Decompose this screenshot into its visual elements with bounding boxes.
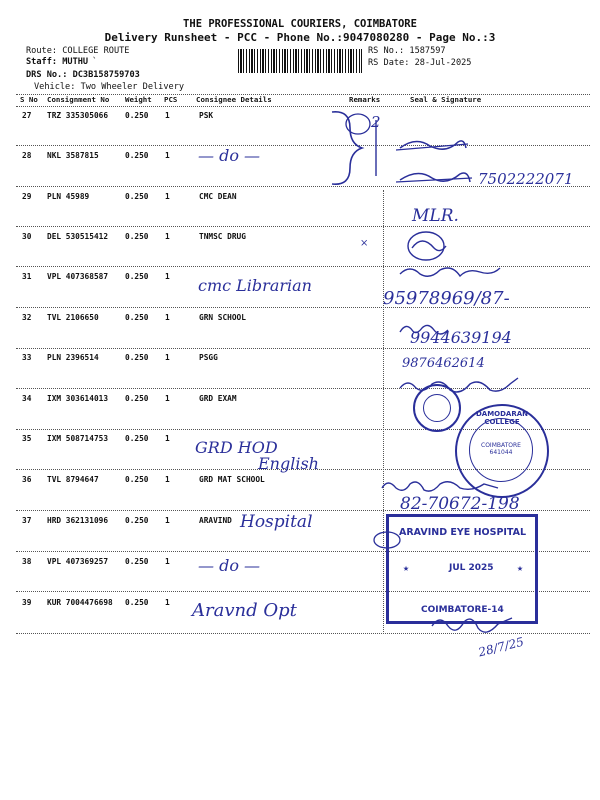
college-stamp-inner-text: COIMBATORE 641044 — [481, 442, 521, 456]
phone-row36: 82-70672-198 — [400, 494, 520, 514]
row-consignee: ARAVIND — [199, 516, 232, 525]
star-icon: ★ — [403, 563, 410, 574]
row-consignment: TVL 8794647 — [47, 475, 99, 484]
drs-number: DRS No.: DC3B158759703 — [26, 70, 140, 80]
row-pcs: 1 — [165, 151, 170, 160]
row-sno: 34 — [22, 394, 32, 403]
row-pcs: 1 — [165, 111, 170, 120]
row-consignment: IXM 508714753 — [47, 434, 109, 443]
rs-number: RS No.: 1587597 — [368, 46, 446, 56]
row-pcs: 1 — [165, 192, 170, 201]
ditto-row38: — do — — [198, 556, 261, 575]
row-consignment: NKL 3587815 — [47, 151, 99, 160]
star-icon: ★ — [517, 563, 524, 574]
row-weight: 0.250 — [125, 475, 149, 484]
col-seal: Seal & Signature — [410, 95, 482, 104]
aravind-stamp-date: JUL 2025 — [449, 563, 494, 573]
row-consignment: KUR 7004476698 — [47, 598, 113, 607]
row-weight: 0.250 — [125, 232, 149, 241]
hospital-note: Hospital — [240, 512, 313, 532]
english-note: English — [258, 454, 319, 473]
aravind-stamp-city: COIMBATORE-14 — [421, 605, 504, 615]
col-consignee: Consignee Details — [196, 95, 272, 104]
phone-row32: 9944639194 — [410, 328, 512, 347]
phone-row28: 7502222071 — [478, 170, 574, 188]
row-sno: 29 — [22, 192, 32, 201]
signature-scribble — [396, 224, 516, 284]
barcode — [238, 49, 362, 73]
row-sno: 28 — [22, 151, 32, 160]
staff-mark: ` — [92, 57, 98, 67]
row-consignment: TRZ 335305066 — [47, 111, 109, 120]
row-consignment: PLN 45989 — [47, 192, 90, 201]
row-sno: 31 — [22, 272, 32, 281]
row-pcs: 1 — [165, 516, 170, 525]
row-pcs: 1 — [165, 394, 170, 403]
row-consignment: VPL 407369257 — [47, 557, 109, 566]
col-pcs: PCS — [164, 95, 178, 104]
row-weight: 0.250 — [125, 272, 149, 281]
row-pcs: 1 — [165, 353, 170, 362]
row-weight: 0.250 — [125, 111, 149, 120]
remarks-divider — [383, 190, 384, 634]
phone-row31: 95978969/87- — [383, 288, 510, 309]
aravind-stamp-name: ARAVIND EYE HOSPITAL — [399, 527, 527, 538]
aravind-opt-note: Aravnd Opt — [192, 600, 297, 621]
header-rule — [16, 106, 590, 107]
row-weight: 0.250 — [125, 434, 149, 443]
row-weight: 0.250 — [125, 516, 149, 525]
row-consignment: PLN 2396514 — [47, 353, 99, 362]
row-pcs: 1 — [165, 557, 170, 566]
row-consignee: PSK — [199, 111, 214, 120]
ditto-row28: — do — — [198, 146, 261, 165]
col-weight: Weight — [125, 95, 152, 104]
company-name: THE PROFESSIONAL COURIERS, COIMBATORE — [183, 18, 417, 30]
row-consignee: CMC DEAN — [199, 192, 237, 201]
grd-hod-note: GRD HOD — [195, 438, 278, 457]
rs-date: RS Date: 28-Jul-2025 — [368, 58, 472, 68]
row-pcs: 1 — [165, 313, 170, 322]
vehicle-label: Vehicle: Two Wheeler Delivery — [34, 82, 185, 92]
row-weight: 0.250 — [125, 557, 149, 566]
phone-row33: 9876462614 — [402, 356, 485, 371]
row-consignee: GRD EXAM — [199, 394, 237, 403]
row-consignee: TNMSC DRUG — [199, 232, 246, 241]
mr-note: MLR. — [412, 206, 459, 226]
row-consignment: TVL 2106650 — [47, 313, 99, 322]
row-sno: 32 — [22, 313, 32, 322]
row-consignment: HRD 362131096 — [47, 516, 109, 525]
row-sno: 27 — [22, 111, 32, 120]
small-round-stamp — [413, 384, 461, 432]
handwritten-date: 28/7/25 — [476, 634, 526, 660]
col-sno: S No — [20, 95, 38, 104]
route-label: Route: COLLEGE ROUTE — [26, 46, 130, 56]
row-rule — [16, 348, 590, 349]
col-consignment: Consignment No — [47, 95, 110, 104]
row-weight: 0.250 — [125, 151, 149, 160]
staff-label: Staff: MUTHU — [26, 57, 89, 67]
row-consignment: DEL 530515412 — [47, 232, 109, 241]
row-pcs: 1 — [165, 475, 170, 484]
row-weight: 0.250 — [125, 192, 149, 201]
row-sno: 33 — [22, 353, 32, 362]
table-top-rule — [16, 94, 590, 95]
remark-circle-number: 2 — [371, 113, 381, 131]
row-weight: 0.250 — [125, 353, 149, 362]
row-sno: 39 — [22, 598, 32, 607]
row-sno: 36 — [22, 475, 32, 484]
cmc-librarian-note: cmc Librarian — [198, 276, 312, 295]
row-weight: 0.250 — [125, 313, 149, 322]
row-consignee: GRN SCHOOL — [199, 313, 246, 322]
row-sno: 30 — [22, 232, 32, 241]
row-consignee: PSGG — [199, 353, 218, 362]
row-pcs: 1 — [165, 272, 170, 281]
aravind-stamp — [386, 514, 538, 624]
remark-x: × — [360, 238, 369, 249]
runsheet-title: Delivery Runsheet - PCC - Phone No.:9047080280 - Page No.:3 — [104, 31, 496, 44]
row-consignee: GRD MAT SCHOOL — [199, 475, 265, 484]
row-sno: 35 — [22, 434, 32, 443]
row-sno: 37 — [22, 516, 32, 525]
row-weight: 0.250 — [125, 598, 149, 607]
row-consignment: IXM 303614013 — [47, 394, 109, 403]
row-weight: 0.250 — [125, 394, 149, 403]
row-pcs: 1 — [165, 434, 170, 443]
row-consignment: VPL 407368587 — [47, 272, 109, 281]
col-remarks: Remarks — [349, 95, 381, 104]
row-sno: 38 — [22, 557, 32, 566]
row-pcs: 1 — [165, 232, 170, 241]
row-pcs: 1 — [165, 598, 170, 607]
college-stamp-ring-text: DAMODARAN COLLEGE — [475, 410, 529, 426]
